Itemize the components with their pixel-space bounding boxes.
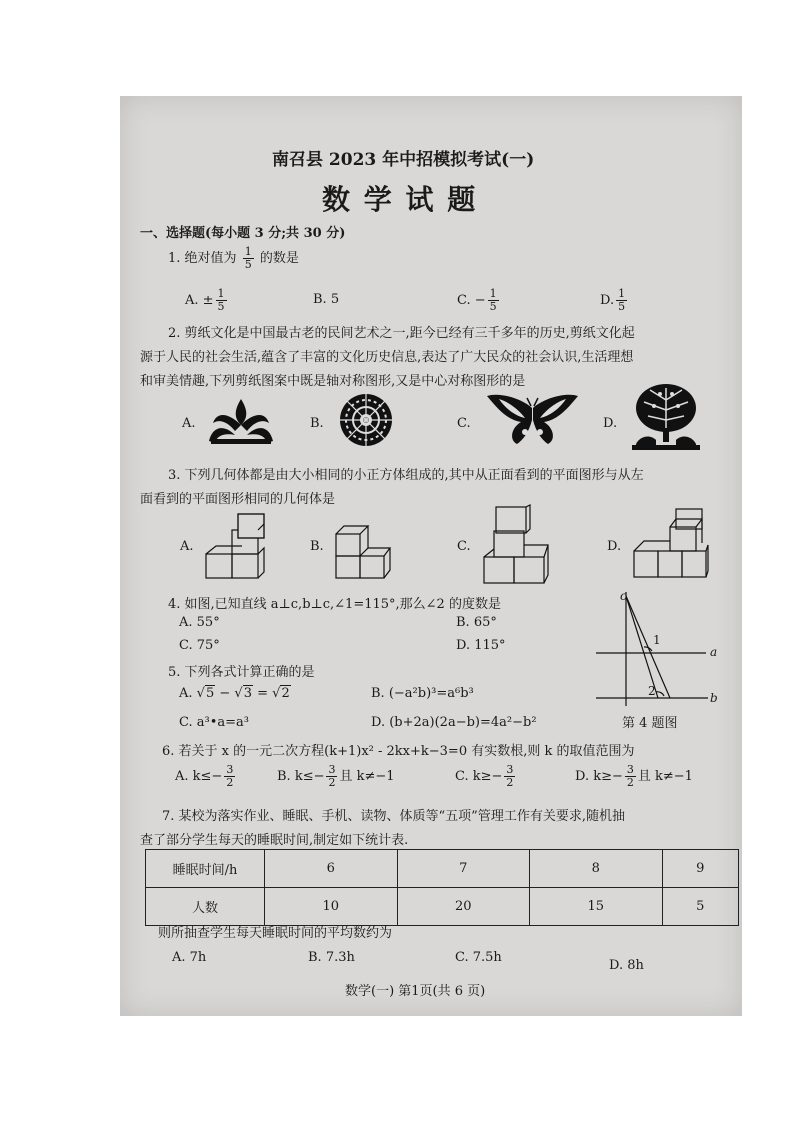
q3-line2: 面看到的平面图形相同的几何体是: [140, 492, 336, 507]
papercut-d-image: [630, 382, 702, 452]
q2-option-a: A.: [182, 416, 196, 431]
q7-option-c: C. 7.5h: [455, 950, 502, 965]
q2-option-c: C.: [457, 416, 471, 431]
cubes-a-image: [200, 510, 280, 582]
table-cell: 8: [530, 850, 663, 888]
q4-option-b: B. 65°: [456, 615, 497, 630]
q4-option-d: D. 115°: [456, 638, 506, 653]
q6-option-c: C. k≥− $\frac{3}{2}$: [455, 763, 514, 789]
q4-option-a: A. 55°: [179, 615, 220, 630]
table-cell: 10: [265, 888, 398, 926]
q2-option-d: D.: [603, 416, 618, 431]
cubes-b-image: [332, 514, 392, 580]
cubes-d-image: [630, 505, 710, 579]
table-cell: 睡眠时间/h: [146, 850, 265, 888]
fig-label-a: a: [710, 645, 718, 659]
q6-option-b: B. k≤− $\frac{3}{2}$ 且 k≠−1: [277, 763, 395, 789]
q6-option-d: D. k≥− $\frac{3}{2}$ 且 k≠−1: [575, 763, 693, 789]
q7-after: 则所抽查学生每天睡眠时间的平均数约为: [158, 926, 393, 941]
papercut-a-image: [205, 395, 277, 447]
q1-fraction: $\frac{1}{5}$: [244, 245, 252, 271]
q3-option-a: A.: [180, 539, 194, 554]
q4-figure-caption: 第 4 题图: [622, 716, 678, 731]
table-cell: 20: [397, 888, 530, 926]
subject-title: 数 学 试 题: [322, 183, 478, 216]
table-cell: 6: [265, 850, 398, 888]
q5-option-b: B. (−a²b)³=a⁶b³: [371, 686, 474, 701]
page-footer: 数学(一) 第1页(共 6 页): [345, 984, 486, 999]
table-cell: 15: [530, 888, 663, 926]
q5-option-a: A. √5 − √3 = √2: [179, 686, 290, 701]
q5-stem: 5. 下列各式计算正确的是: [168, 665, 315, 680]
q7-option-d: D. 8h: [609, 958, 644, 973]
q2-line3: 和审美情趣,下列剪纸图案中既是轴对称图形,又是中心对称图形的是: [140, 374, 526, 389]
q6-option-a: A. k≤− $\frac{3}{2}$: [175, 763, 234, 789]
q3-option-c: C.: [457, 539, 471, 554]
q2-line2: 源于人民的社会生活,蕴含了丰富的文化历史信息,表达了广大民众的社会认识,生活理想: [140, 350, 634, 365]
q1-stem: 1. 绝对值为 $\frac{1}{5}$ 的数是: [168, 245, 299, 271]
q3-line1: 3. 下列几何体都是由大小相同的小正方体组成的,其中从正面看到的平面图形与从左: [168, 468, 644, 483]
table-cell: 9: [662, 850, 739, 888]
angle1-arc: [644, 647, 652, 651]
fig-label-1: 1: [653, 633, 661, 647]
q5-option-c: C. a³•a=a³: [179, 715, 249, 730]
q5-option-d: D. (b+2a)(2a−b)=4a²−b²: [371, 715, 537, 730]
q1-option-a: A. ± $\frac{1}{5}$: [185, 287, 225, 313]
q4-stem: 4. 如图,已知直线 a⊥c,b⊥c,∠1=115°,那么∠2 的度数是: [168, 597, 501, 612]
q1-option-b: B. 5: [313, 292, 340, 307]
papercut-b-image: [338, 392, 394, 448]
fig-label-b: b: [710, 691, 718, 705]
q6-stem: 6. 若关于 x 的一元二次方程(k+1)x² - 2kx+k−3=0 有实数根,则 k 的取值范围为: [162, 744, 635, 759]
q3-option-d: D.: [607, 539, 622, 554]
q7-option-a: A. 7h: [172, 950, 207, 965]
q7-line2: 查了部分学生每天的睡眠时间,制定如下统计表.: [140, 833, 409, 848]
table-row: [146, 888, 739, 926]
q7-line1: 7. 某校为落实作业、睡眠、手机、读物、体质等“五项”管理工作有关要求,随机抽: [162, 809, 625, 824]
sleep-stats-table: [145, 849, 739, 926]
table-cell: 5: [662, 888, 739, 926]
fig-label-2: 2: [648, 684, 656, 698]
papercut-c-image: [485, 390, 580, 448]
q2-option-b: B.: [310, 416, 324, 431]
table-cell: 人数: [146, 888, 265, 926]
q1-option-c: C. − $\frac{1}{5}$: [457, 287, 497, 313]
q7-option-b: B. 7.3h: [308, 950, 355, 965]
table-row: [146, 850, 739, 888]
q2-line1: 2. 剪纸文化是中国最古老的民间艺术之一,距今已经有三千多年的历史,剪纸文化起: [168, 326, 635, 341]
q1-option-d: D. $\frac{1}{5}$: [600, 287, 626, 313]
q3-option-b: B.: [310, 539, 324, 554]
q4-option-c: C. 75°: [179, 638, 220, 653]
table-cell: 7: [397, 850, 530, 888]
transversal-2: [626, 596, 658, 698]
fig-label-c: c: [620, 589, 627, 603]
exam-title: 南召县 2023 年中招模拟考试(一): [272, 150, 535, 170]
section-heading: 一、选择题(每小题 3 分;共 30 分): [140, 226, 346, 241]
cubes-c-image: [480, 505, 552, 585]
